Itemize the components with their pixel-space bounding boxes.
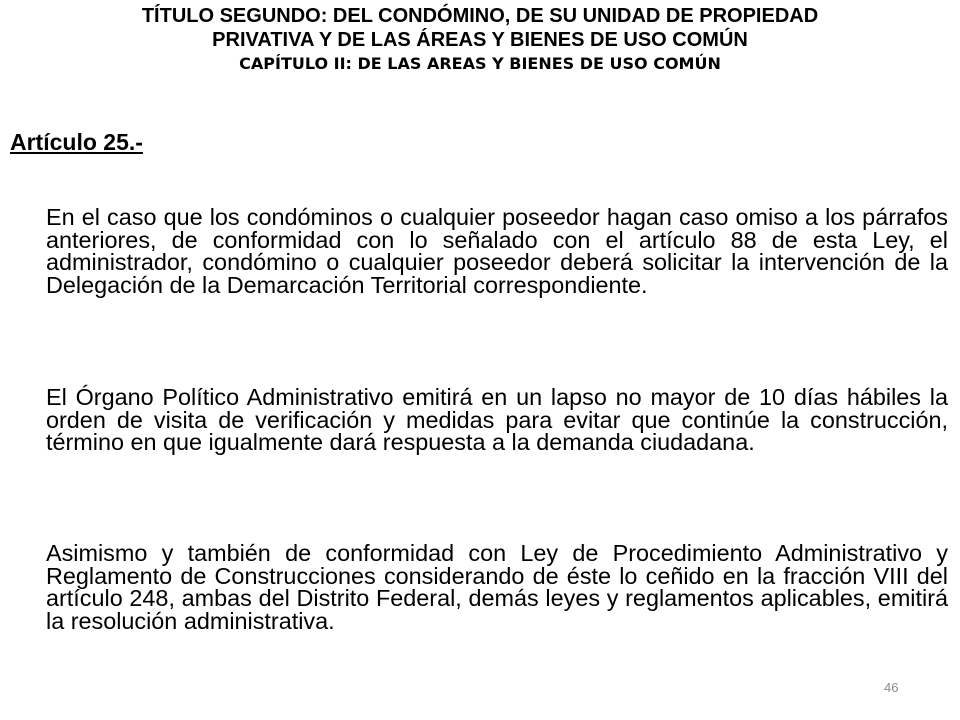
article-heading: Artículo 25.- <box>10 129 143 155</box>
title-line-2: PRIVATIVA Y DE LAS ÁREAS Y BIENES DE USO COMÚN <box>212 29 748 51</box>
page-number: 46 <box>884 680 899 695</box>
chapter-title: CAPÍTULO II: DE LAS AREAS Y BIENES DE USO COMÚN <box>239 54 721 73</box>
article-paragraph-2: El Órgano Político Administrativo emitirá en un lapso no mayor de 10 días hábiles la orden de visita de verificación y medidas para evitar que continúe la construcción, término en que igualmente dará respuesta a la demanda ciudadana. <box>46 384 948 455</box>
article-paragraph-1: En el caso que los condóminos o cualquier poseedor hagan caso omiso a los párrafos anteriores, de conformidad con lo señalado con el artículo 88 de esta Ley, el administrador, condómino o cualquier poseedor deberá solicitar la intervención de la Delegación de la Demarcación Territorial correspondiente. <box>46 204 948 298</box>
document-header <box>0 4 960 76</box>
title-line-1: TÍTULO SEGUNDO: DEL CONDÓMINO, DE SU UNIDAD DE PROPIEDAD <box>141 5 819 27</box>
article-paragraph-3: Asimismo y también de conformidad con Ley de Procedimiento Administrativo y Reglamento de Construcciones considerando de éste lo ceñido en la fracción VIII del artículo 248, ambas del Distrito Federal, demás leyes y reglamentos aplicables, emitirá la resolución administrativa. <box>46 540 948 634</box>
